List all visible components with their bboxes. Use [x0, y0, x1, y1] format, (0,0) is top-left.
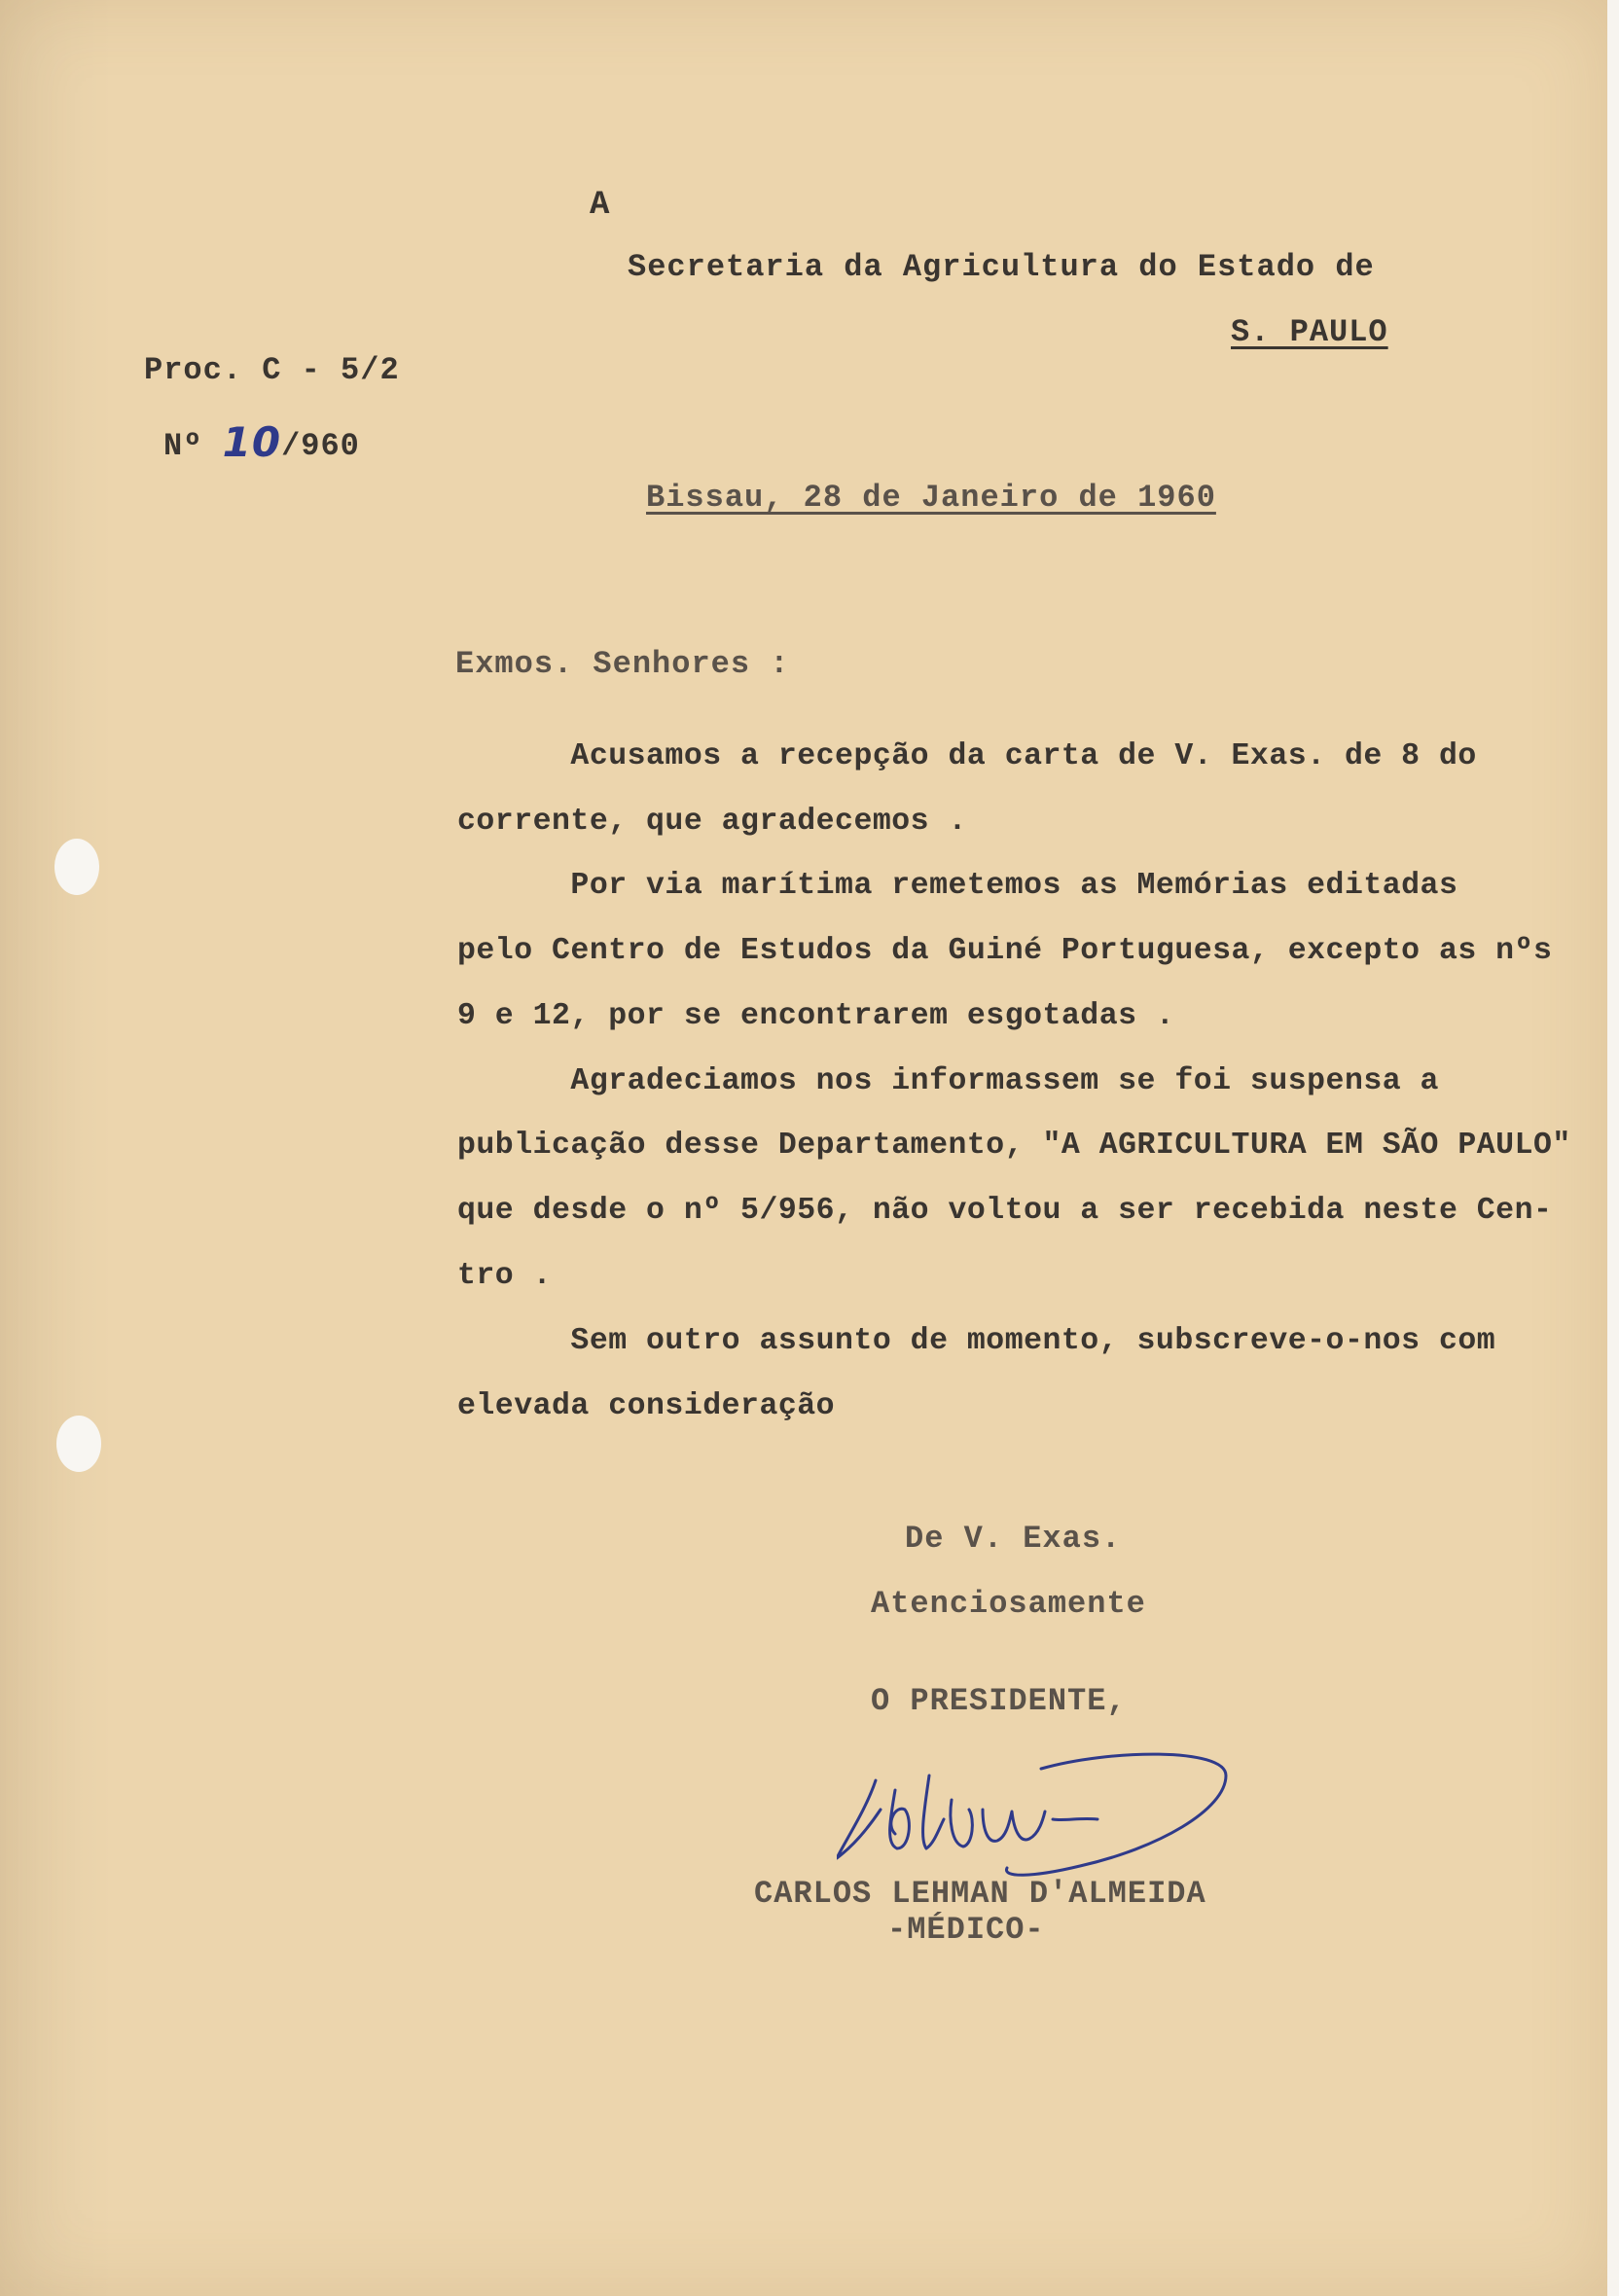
- closing-line-1: De V. Exas.: [905, 1521, 1122, 1557]
- signatory-title: O PRESIDENTE,: [871, 1683, 1127, 1719]
- recipient-line-1: Secretaria da Agricultura do Estado de: [628, 249, 1375, 285]
- a-mark: A: [590, 187, 611, 224]
- body-line-8: que desde o nº 5/956, não voltou a ser recebida neste Cen-: [457, 1194, 1553, 1228]
- body-line-9: tro .: [457, 1259, 553, 1293]
- number-reference: [163, 416, 360, 464]
- left-margin-shading: [0, 0, 115, 2296]
- signatory-name: CARLOS LEHMAN D'ALMEIDA: [754, 1876, 1206, 1912]
- salutation: Exmos. Senhores :: [455, 646, 790, 682]
- handwritten-number: 10: [222, 418, 282, 466]
- number-prefix: Nº: [163, 428, 223, 464]
- number-suffix: /960: [281, 428, 360, 464]
- closing-line-2: Atenciosamente: [871, 1586, 1146, 1622]
- body-line-10: Sem outro assunto de momento, subscreve-o-nos com: [457, 1324, 1496, 1358]
- place-date: Bissau, 28 de Janeiro de 1960: [646, 480, 1216, 516]
- punch-hole-bottom: [56, 1416, 101, 1472]
- body-line-4: pelo Centro de Estudos da Guiné Portuguesa, excepto as nºs: [457, 934, 1553, 968]
- recipient-line-2: S. PAULO: [1231, 314, 1388, 350]
- body-line-3: Por via marítima remetemos as Memórias editadas: [457, 869, 1458, 903]
- body-line-5: 9 e 12, por se encontrarem esgotadas .: [457, 999, 1175, 1033]
- body-line-11: elevada consideração: [457, 1389, 836, 1423]
- background-strip: [1607, 0, 1619, 2296]
- body-line-2: corrente, que agradecemos .: [457, 805, 967, 839]
- process-reference: Proc. C - 5/2: [144, 352, 400, 388]
- signatory-role: -MÉDICO-: [887, 1912, 1045, 1948]
- body-line-7: publicação desse Departamento, "A AGRICULTURA EM SÃO PAULO": [457, 1129, 1571, 1163]
- body-line-6: Agradeciamos nos informassem se foi suspensa a: [457, 1064, 1439, 1098]
- body-line-1: Acusamos a recepção da carta de V. Exas. de 8 do: [457, 739, 1477, 773]
- punch-hole-top: [54, 839, 99, 895]
